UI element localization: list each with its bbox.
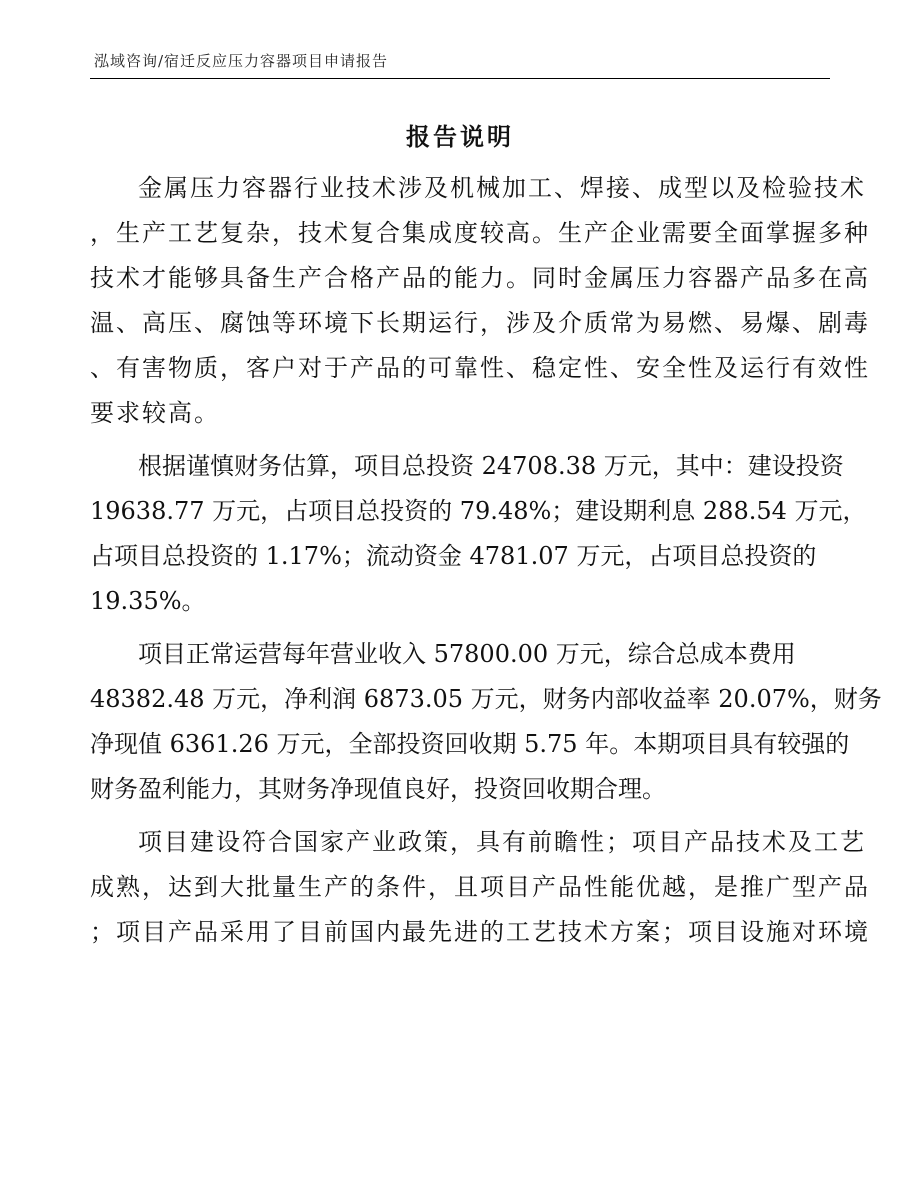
page-title: 报告说明 [406, 122, 514, 151]
document-body [90, 166, 882, 955]
paragraph-1-line-3: 技术才能够具备生产合格产品的能力。同时金属压力容器产品多在高 [90, 264, 870, 292]
paragraph-3-line-3: 净现值 6361.26 万元，全部投资回收期 5.75 年。本期项目具有较强的 [90, 730, 850, 758]
paragraph-3-line-4: 财务盈利能力，其财务净现值良好，投资回收期合理。 [90, 775, 666, 803]
paragraph-2-line-1: 根据谨慎财务估算，项目总投资 24708.38 万元，其中：建设投资 [138, 452, 844, 480]
running-header: 泓域咨询/宿迁反应压力容器项目申请报告 [94, 52, 389, 70]
paragraph-3-line-1: 项目正常运营每年营业收入 57800.00 万元，综合总成本费用 [138, 640, 796, 668]
paragraph-4-line-1: 项目建设符合国家产业政策，具有前瞻性；项目产品技术及工艺 [138, 828, 866, 856]
paragraph-1-line-4: 温、高压、腐蚀等环境下长期运行，涉及介质常为易燃、易爆、剧毒 [90, 309, 870, 337]
paragraph-2-line-4: 19.35%。 [90, 587, 206, 615]
paragraph-2-line-3: 占项目总投资的 1.17%；流动资金 4781.07 万元，占项目总投资的 [90, 542, 817, 570]
paragraph-4-line-2: 成熟，达到大批量生产的条件，且项目产品性能优越，是推广型产品 [90, 873, 870, 901]
paragraph-4-line-3: ；项目产品采用了目前国内最先进的工艺技术方案；项目设施对环境 [90, 918, 870, 946]
header-divider [90, 78, 830, 79]
paragraph-1-line-6: 要求较高。 [90, 399, 220, 427]
paragraph-1-line-2: ，生产工艺复杂，技术复合集成度较高。生产企业需要全面掌握多种 [90, 219, 870, 247]
paragraph-3-line-2: 48382.48 万元，净利润 6873.05 万元，财务内部收益率 20.07%，财务 [90, 685, 882, 713]
paragraph-1-line-5: 、有害物质，客户对于产品的可靠性、稳定性、安全性及运行有效性 [90, 354, 870, 382]
paragraph-1-line-1: 金属压力容器行业技术涉及机械加工、焊接、成型以及检验技术 [138, 174, 866, 202]
paragraph-2-line-2: 19638.77 万元，占项目总投资的 79.48%；建设期利息 288.54 万元， [90, 497, 867, 525]
